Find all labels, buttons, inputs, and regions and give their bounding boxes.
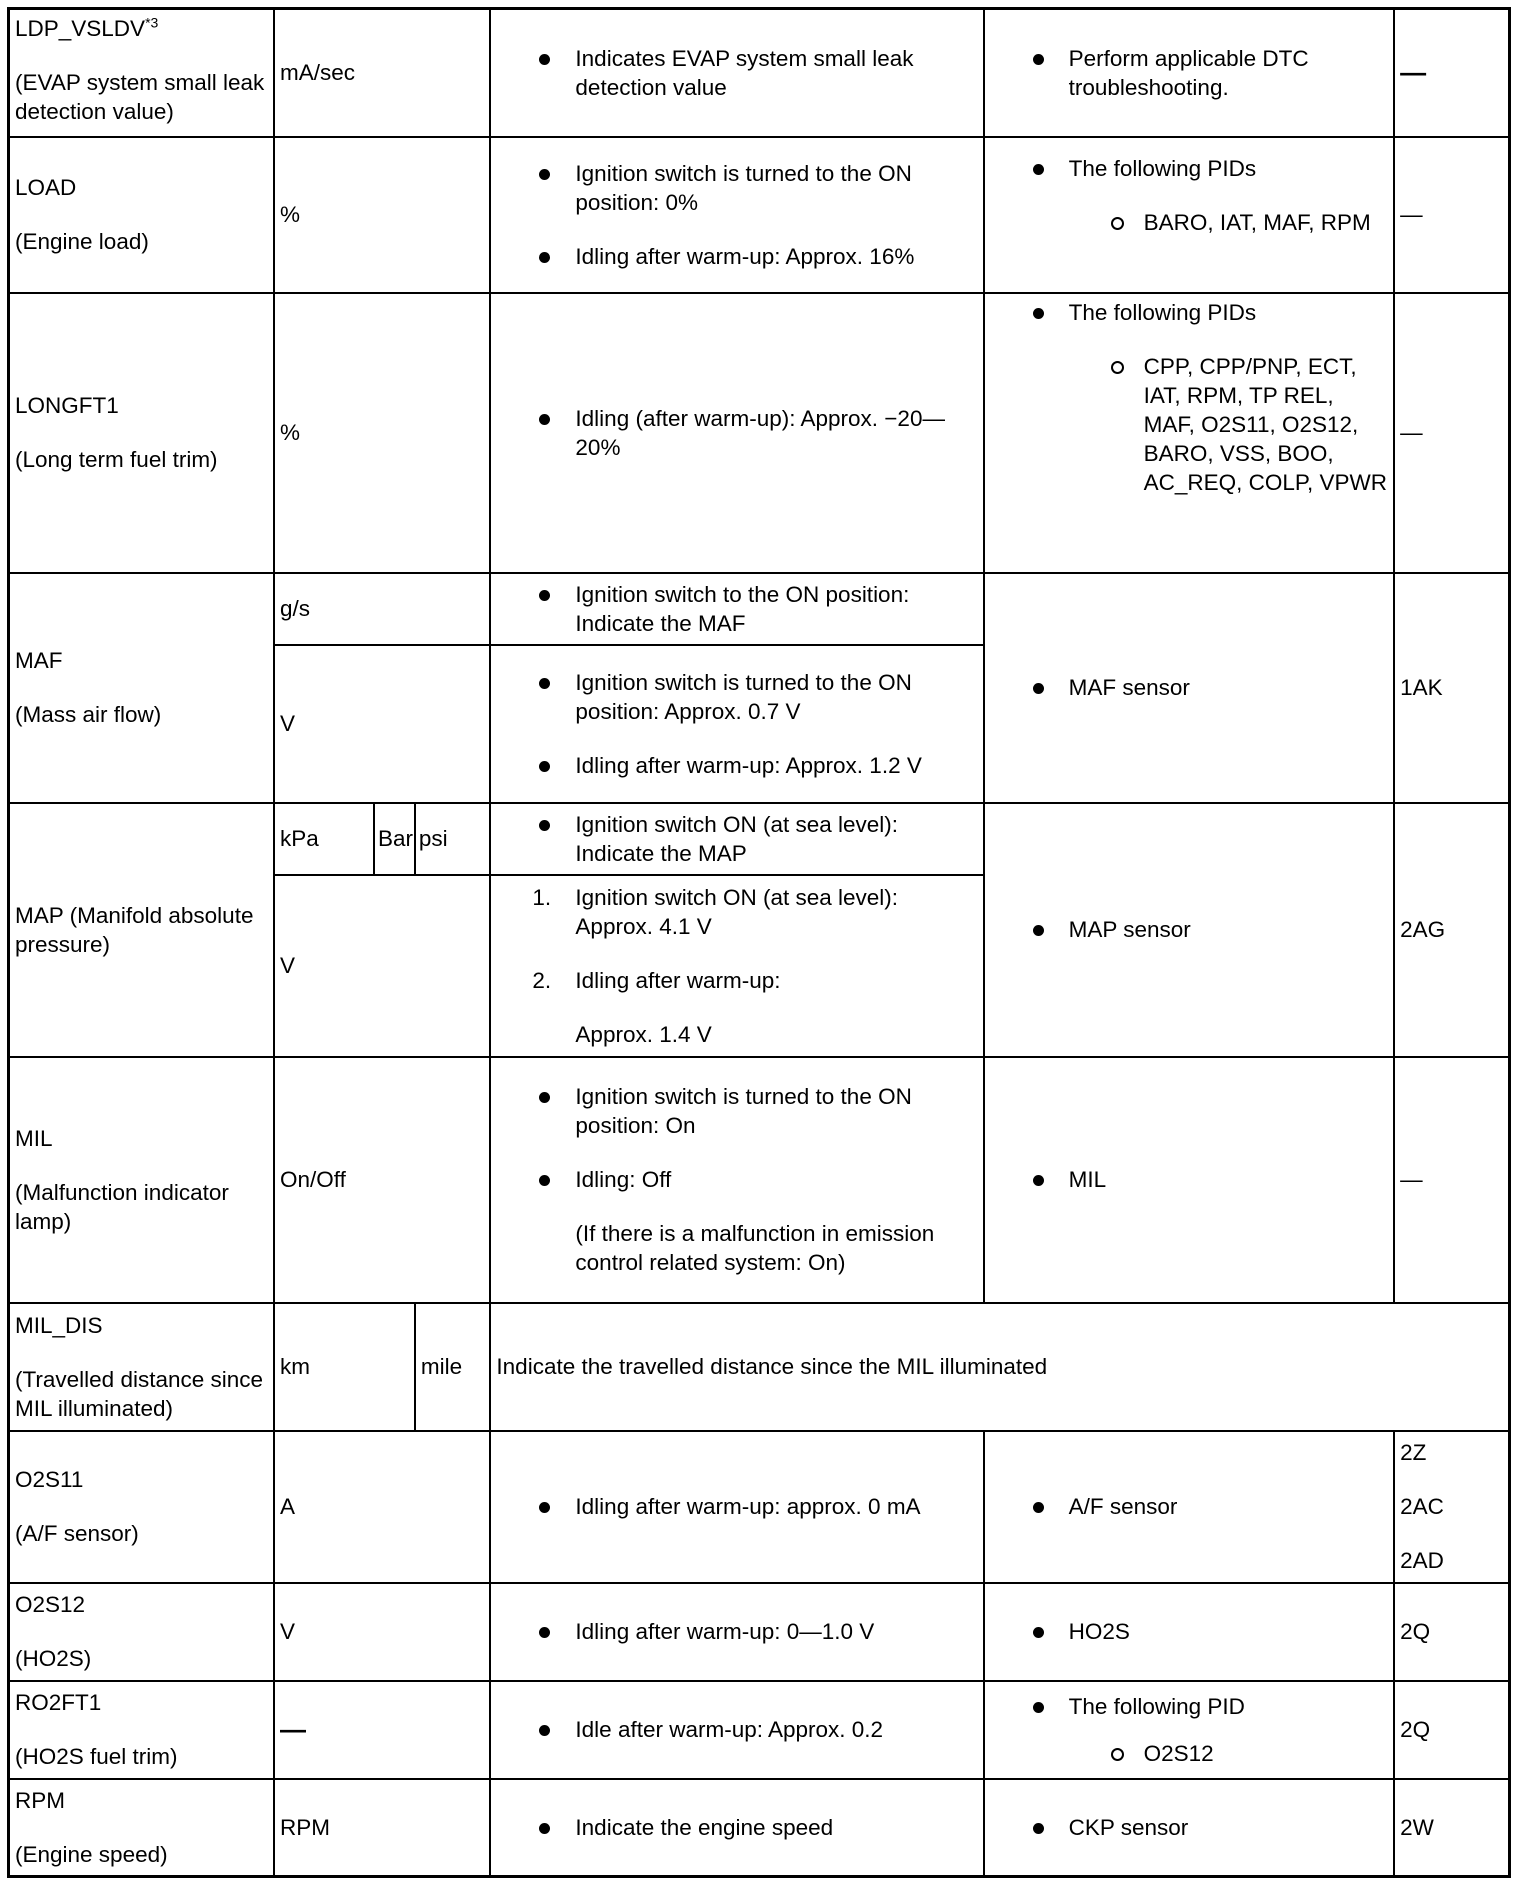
check-item: MIL [1069,1165,1388,1194]
unit-cell [274,1303,415,1431]
table-row [9,1303,1510,1431]
pid-cell [9,803,274,1057]
terminal-cell [1394,137,1509,293]
condition-cell [490,645,983,803]
unit-label: kPa [279,826,319,851]
condition-item: Idling after warm-up: approx. 0 mA [575,1492,977,1521]
terminal-value: 2AC [1400,1494,1444,1519]
check-item: The following PIDs [1068,155,1257,181]
condition-item: Ignition switch to the ON position: Indicate the MAF [575,580,977,638]
check-item: A/F sensor [1069,1492,1388,1521]
table-row [9,573,1510,645]
check-item: The following PIDs [1068,299,1257,325]
step-number: 2. [532,967,552,993]
distance-description: Indicate the travelled distance since the MIL illuminated [496,1354,1048,1379]
pid-cell [9,1681,274,1779]
terminal-value: 2Z [1400,1440,1427,1465]
terminal-cell [1394,803,1509,1057]
unit-label: A [279,1494,295,1519]
terminal-value: 2AG [1400,917,1446,942]
terminal-value: — [1400,56,1427,87]
unit-label: mA/sec [279,60,355,86]
pid-cell [9,1431,274,1583]
pid-name: MAF [15,648,63,673]
condition-step [532,883,977,941]
pid-cell [9,137,274,293]
pid-name: LONGFT1 [15,393,119,418]
pid-description: (HO2S fuel trim) [15,1744,178,1769]
pid-name: MIL_DIS [15,1312,103,1338]
table-row [9,1681,1510,1779]
terminal-value: — [1400,1167,1423,1192]
pid-description: (Engine load) [15,229,149,254]
condition-item: Idling: Off [575,1167,672,1192]
condition-item: Indicates EVAP system small leak detection value [575,44,977,102]
unit-cell [274,875,490,1057]
unit-label: V [279,1619,295,1644]
unit-label: RPM [279,1814,330,1840]
check-item: Perform applicable DTC troubleshooting. [1069,44,1388,102]
check-sub-item: CPP, CPP/PNP, ECT, IAT, RPM, TP REL, MAF, O2S11, O2S12, BARO, VSS, BOO, AC_REQ, COLP, VPWR [1143,353,1387,495]
unit-cell [274,1431,490,1583]
pid-monitor-table [7,7,1511,1878]
check-item: HO2S [1069,1617,1388,1646]
condition-item: Idling after warm-up: 0—1.0 V [575,1617,977,1646]
terminal-cell [1394,1431,1509,1583]
step-text: Idling after warm-up: [575,967,781,993]
pid-description: (Long term fuel trim) [15,447,218,472]
terminal-cell [1394,1583,1509,1681]
pid-name: LOAD [15,175,77,200]
table-row [9,1431,1510,1583]
pid-cell [9,9,274,137]
table-row [9,1779,1510,1877]
unit-label: % [279,420,300,445]
table-row [9,1057,1510,1303]
check-item: CKP sensor [1069,1813,1388,1842]
unit-label: — [279,1713,306,1744]
terminal-value: 2Q [1400,1717,1431,1742]
unit-label: V [279,711,295,736]
check-item-cell [984,1431,1394,1583]
condition-item: Idling (after warm-up): Approx. −20—20% [575,404,977,462]
condition-item: Ignition switch is turned to the ON position: 0% [575,159,977,217]
terminal-cell [1394,9,1509,137]
check-item: The following PID [1068,1693,1245,1719]
unit-label: psi [418,826,448,851]
pid-name: MIL [15,1125,53,1151]
condition-item: Ignition switch is turned to the ON position: Approx. 0.7 V [575,668,977,726]
table-row [9,293,1510,573]
condition-note: (If there is a malfunction in emission control related system: On) [575,1221,935,1275]
condition-cell [490,1583,983,1681]
condition-item: Idling after warm-up: Approx. 1.2 V [575,751,977,780]
unit-label: On/Off [279,1167,346,1192]
unit-cell [274,1779,490,1877]
unit-cell [274,645,490,803]
pid-cell [9,573,274,803]
check-item-cell [984,293,1394,573]
pid-name: MAP (Manifold absolute pressure) [15,902,254,957]
pid-description: (Engine speed) [15,1841,168,1867]
step-continuation: Approx. 1.4 V [575,1021,712,1047]
check-item-cell [984,1779,1394,1877]
terminal-value: 2Q [1400,1619,1431,1644]
unit-label: Bar [378,826,414,851]
terminal-cell [1394,293,1509,573]
pid-description: (Mass air flow) [15,702,162,727]
terminal-value: 2W [1400,1814,1434,1840]
pid-cell [9,1779,274,1877]
table-row [9,9,1510,137]
pid-cell [9,1303,274,1431]
unit-cell [274,293,490,573]
pid-name: RO2FT1 [15,1690,102,1715]
check-item-cell [984,803,1394,1057]
pid-description: (EVAP system small leak detection value) [15,70,265,124]
pid-cell [9,1583,274,1681]
check-item-cell [984,9,1394,137]
step-number: 1. [532,884,552,910]
condition-item: Ignition switch ON (at sea level): Indicate the MAP [575,810,977,868]
check-item: MAF sensor [1069,673,1388,702]
terminal-cell [1394,1779,1509,1877]
condition-cell [490,1057,983,1303]
unit-cell [415,803,491,875]
unit-cell [274,803,374,875]
check-item-cell [984,1681,1394,1779]
unit-cell [274,1583,490,1681]
terminal-cell [1394,1057,1509,1303]
pid-name: RPM [15,1787,65,1813]
unit-label: km [279,1354,310,1379]
check-item-cell [984,573,1394,803]
unit-cell [415,1303,491,1431]
check-item-cell [984,137,1394,293]
terminal-value: — [1400,420,1423,445]
pid-cell [9,293,274,573]
unit-label: V [279,953,295,978]
unit-label: % [279,202,300,227]
condition-cell [490,9,983,137]
condition-cell [490,1431,983,1583]
terminal-value: 1AK [1400,675,1443,700]
unit-label: g/s [279,596,310,621]
table-row [9,137,1510,293]
pid-name: O2S11 [15,1467,84,1492]
terminal-cell [1394,1681,1509,1779]
pid-name: O2S12 [15,1592,86,1617]
pid-name: LDP_VSLDV [15,16,146,41]
footnote-marker: *3 [145,14,159,31]
condition-cell [490,137,983,293]
step-text: Ignition switch ON (at sea level): Approx. 4.1 V [575,884,899,939]
condition-step [532,966,977,1049]
terminal-cell [1394,573,1509,803]
unit-label: mile [420,1354,463,1379]
pid-description: (HO2S) [15,1646,92,1671]
pid-description: (A/F sensor) [15,1521,139,1546]
check-item-cell [984,1057,1394,1303]
unit-cell [274,1681,490,1779]
pid-cell [9,1057,274,1303]
unit-cell [274,9,490,137]
condition-cell [490,803,983,875]
description-cell [490,1303,1509,1431]
condition-cell [490,1779,983,1877]
terminal-value: — [1400,202,1423,227]
unit-cell [274,573,490,645]
check-sub-item: O2S12 [1144,1739,1388,1768]
check-item-cell [984,1583,1394,1681]
terminal-value: 2AD [1400,1548,1444,1573]
condition-cell [490,875,983,1057]
unit-cell [274,137,490,293]
unit-cell [374,803,415,875]
condition-cell [490,293,983,573]
condition-cell [490,1681,983,1779]
condition-item: Idle after warm-up: Approx. 0.2 [575,1715,977,1744]
condition-item: Ignition switch is turned to the ON position: On [575,1082,977,1140]
table-row [9,803,1510,875]
condition-cell [490,573,983,645]
condition-item: Indicate the engine speed [575,1813,977,1842]
condition-item: Idling after warm-up: Approx. 16% [575,242,977,271]
pid-description: (Travelled distance since MIL illuminated) [15,1366,264,1421]
table-row [9,1583,1510,1681]
pid-description: (Malfunction indicator lamp) [15,1179,229,1234]
check-item: MAP sensor [1069,915,1388,944]
check-sub-item: BARO, IAT, MAF, RPM [1144,208,1388,237]
unit-cell [274,1057,490,1303]
